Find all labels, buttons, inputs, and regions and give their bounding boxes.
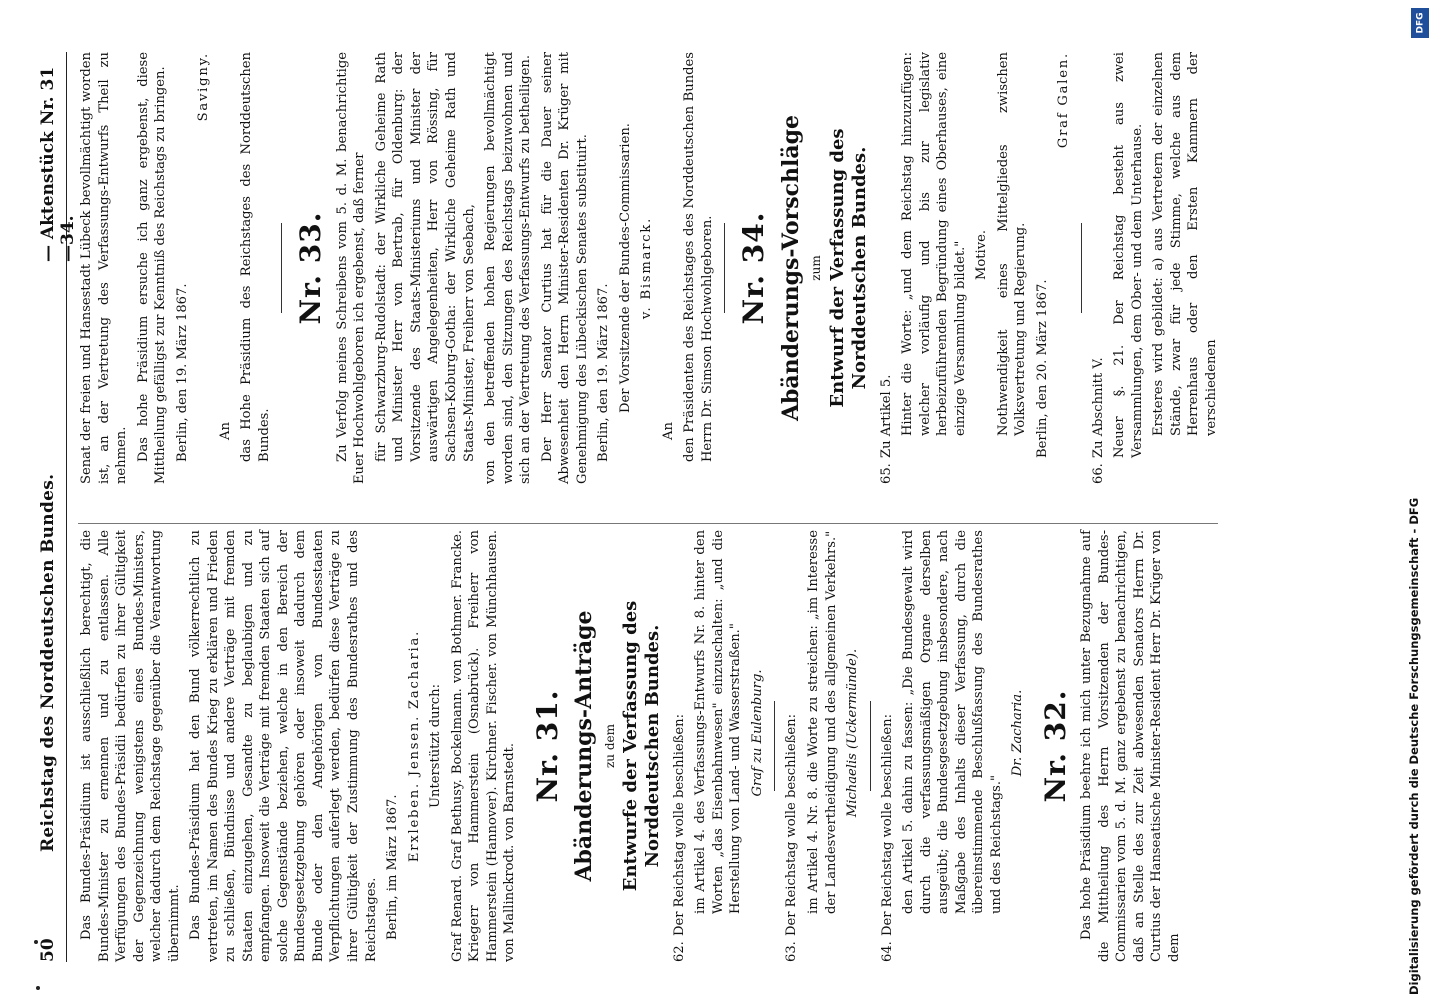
motion-text: Der Reichstag wolle beschließen: <box>671 713 687 936</box>
motion-signature: Dr. Zacharia. <box>1010 689 1026 777</box>
running-title: Reichstag des Norddeutschen Bundes. <box>38 473 58 852</box>
scan-speck <box>36 986 40 990</box>
separator-rule <box>281 223 282 313</box>
scan-speck <box>34 940 38 944</box>
paragraph: Zu Verfolg meines Schreibens vom 5. d. M. benachrichtige Euer Hochwohlgeboren ich ergebenst, daß ferner <box>334 52 368 484</box>
proposal-65 <box>878 52 1073 484</box>
address-recipient: den Präsidenten des Reichstages des Norddeutschen Bundes Herrn Dr. Simson Hochwohlgeboren. <box>682 52 715 462</box>
section-title: Abänderungs-Anträge <box>571 610 598 882</box>
document-title: Entwurf der Verfassung des Norddeutschen Bundes. <box>826 128 871 408</box>
motion-signature: Michaelis (Uckermünde). <box>845 648 861 818</box>
paragraph: von den betreffenden hohen Regierungen bevollmächtigt worden sind, den Sitzungen des Reichstags beizuwohnen und sich an der Vertretung des Verfassungs-Entwurfs zu betheiligen. <box>483 52 534 484</box>
signature: v. Bismarck. <box>639 216 655 320</box>
motion-64 <box>879 530 1027 962</box>
separator-rule <box>724 223 725 313</box>
signatures: Erxleben. Jensen. Zacharia. <box>406 629 422 863</box>
logo-text: DFG <box>1415 12 1426 34</box>
proposal-text: Zu Artikel 5. <box>878 374 894 458</box>
section-number-32: Nr. 32. <box>1038 689 1072 803</box>
proposal-number: 65. <box>878 463 894 484</box>
aktenstueck-range: — Aktenstück Nr. 31—34. <box>38 66 78 262</box>
motion-63 <box>783 530 861 962</box>
date-line: Berlin, den 20. März 1867. <box>1034 279 1050 458</box>
motion-text: Der Reichstag wolle beschließen: <box>784 713 800 936</box>
paragraph: Das hohe Präsidium ersuche ich ganz ergebenst, diese Mittheilung gefälligst zur Kenntniß des Reichstags zu bringen. <box>135 52 169 484</box>
digitization-note: Digitalisierung gefördert durch die Deutsche Forschungsgemeinschaft - DFG <box>1407 497 1421 995</box>
supporter-list: Graf Renard. Graf Bethusy. Bockelmann. von Bothmer. Francke. Kriegerr von Hammerstein (Osnabrück). Freiherr von Hammerstein (Hannover). Kirchner. Fischer. von Münchhausen. von Mallinckrodt. von Barnstedt. <box>449 530 518 962</box>
address-an: An <box>660 422 676 440</box>
paragraph: Der Herr Senator Curtius hat für die Dauer seiner Abwesenheit den Herrn Minister-Residenten Dr. Krüger mit Genehmigung des Lübeckischen Senates substituirt. <box>539 52 590 484</box>
motion-number: 63. <box>784 941 800 962</box>
section-title: Abänderungs-Vorschläge <box>777 114 804 422</box>
section-number-31: Nr. 31. <box>530 689 564 803</box>
paragraph: Senat der freien und Hansestadt Lübeck bevollmächtigt worden ist, an der Vertretung des Verfassungs-Entwurfs Theil zu nehmen. <box>79 52 130 484</box>
motion-number: 64. <box>879 941 895 962</box>
proposal-detail: Ersteres wird gebildet: a) aus Vertretern der einzelnen Stände, zwar für jede Stimme, welche aus dem Herrenhaus oder den Ersten Kammern der verschiedenen <box>1151 52 1220 436</box>
paragraph: Das Bundes-Präsidium ist ausschließlich berechtigt, die Bundes-Minister zu ernennen und zu entlassen. Alle Verfügungen des Bundes-Präsidii bedürfen zu ihrer Gültigkeit der Gegenzeichnung wenigstens eines Bundes-Ministers, welcher dadurch dem Reichstage gegenüber die Verantwortung übernimmt. <box>79 530 182 962</box>
page-header <box>30 52 78 962</box>
paragraph: Das hohe Präsidium beehre ich mich unter Bezugnahme auf die Mittheilung des Herrn Vorsitzenden der Bundes-Commissarien vom 5. d. M. ganz ergebenst zu benachrichtigen, daß an Stelle des zur Zeit abwesenden Senators Herrn Dr. Curtius der Hanseatische Minister-Resident Herr Dr. Krüger von dem <box>1079 530 1183 962</box>
left-column <box>78 530 1188 962</box>
paragraph: Das Bundes-Präsidium hat den Bund völkerrechtlich zu vertreten, im Namen des Bundes Krieg zu erklären und Frieden zu schließen, Bündnisse und andere Verträge mit fremden Staaten einzugehen, Gesandte zu beglaubigen und zu empfangen. Insoweit die Verträge mit fremden Staaten sich auf solche Gegenstände beziehen, welche in den Bereich der Bundesgesetzgebung gehören oder insoweit dadurch dem Bunde oder den Angehörigen von Bundesstaaten Verpflichtungen auferlegt werden, bedürfen diese Verträge zu ihrer Gültigkeit der Zustimmung des Bundesrathes und des Reichstages. <box>188 530 379 962</box>
proposal-number: 66. <box>1090 463 1106 484</box>
motive-text: Nothwendigkeit eines Mittelgliedes zwischen Volksvertretung und Regierung. <box>995 52 1029 436</box>
separator-rule <box>870 701 871 791</box>
proposal-66 <box>1090 52 1221 484</box>
section-number-33: Nr. 33. <box>294 211 328 325</box>
signature: Graf Galen. <box>1056 52 1072 149</box>
document-title: Entwurfe der Verfassung des Norddeutschen Bundes. <box>619 600 664 892</box>
motion-number: 62. <box>671 941 687 962</box>
plenipotentiary-list: für Schwarzburg-Rudolstadt: der Wirkliche Geheime Rath und Minister Herr von Bertrab, für Oldenburg: der Vorsitzende des Staats-Ministeriums und Minister der auswärtigen Angelegenheiten, Herr von Rössing, für Sachsen-Koburg-Gotha: der Wirkliche Geheime Rath und Staats-Minister, Freiherr von Seebach, <box>373 52 477 462</box>
motion-detail: im Artikel 4. des Verfassungs-Entwurfs Nr. 8. hinter den Worten „das Eisenbahnwesen" einzuschalten: „und die Herstellung von Land- und Wasserstraßen." <box>693 530 744 914</box>
motion-signature: Graf zu Eulenburg. <box>749 669 765 797</box>
right-column <box>78 52 1225 484</box>
separator-rule <box>1081 223 1082 313</box>
column-divider <box>78 523 1218 524</box>
proposal-detail: Neuer §. 21. Der Reichstag besteht aus zwei Versammlungen, dem Ober- und dem Unterhause. <box>1112 52 1145 458</box>
motion-detail: den Artikel 5. dahin zu fassen: „Die Bundesgewalt wird durch die verfassungsmäßigen Organe derselben ausgeübt; die Bundesgesetzgebung insbesondere, nach Maßgabe des Inhalts dieser Verfassung, durch die übereinstimmende Beschlußfassung des Bundesrathes und des Reichstags." <box>901 530 1004 914</box>
section-number-34: Nr. 34. <box>737 211 771 325</box>
date-line: Berlin, den 19. März 1867. <box>596 283 612 462</box>
section-subtitle: zum <box>809 255 824 281</box>
motion-62 <box>671 530 767 962</box>
proposal-text: Zu Abschnitt V. <box>1090 357 1106 458</box>
motion-text: Der Reichstag wolle beschließen: <box>879 713 895 936</box>
address-an: An <box>217 422 233 440</box>
page-number: 50 <box>38 938 58 962</box>
signature: Savigny. <box>196 52 212 122</box>
date-line: Berlin, den 19. März 1867. <box>174 283 190 462</box>
address-recipient: das Hohe Präsidium des Reichstages des Norddeutschen Bundes. <box>239 52 272 462</box>
motive-heading: Motive. <box>974 229 990 281</box>
signatory-role: Der Vorsitzende der Bundes-Commissarien. <box>617 123 633 413</box>
section-subtitle: zu dem <box>602 723 617 769</box>
proposal-detail: Hinter die Worte: „und dem Reichstag hinzuzufügen: welcher vorläufig und bis zur legislativ herbeizuführenden Begründung eines Oberhauses, eine einzige Versammlung bildet." <box>900 52 968 436</box>
motion-detail: im Artikel 4. Nr. 8. die Worte zu streichen: „im Interesse der Landesvertheidigung und des allgemeinen Verkehrs." <box>806 530 839 914</box>
separator-rule <box>774 701 775 791</box>
supported-by: Unterstützt durch: <box>428 684 444 808</box>
date-line: Berlin, im März 1867. <box>385 794 401 940</box>
